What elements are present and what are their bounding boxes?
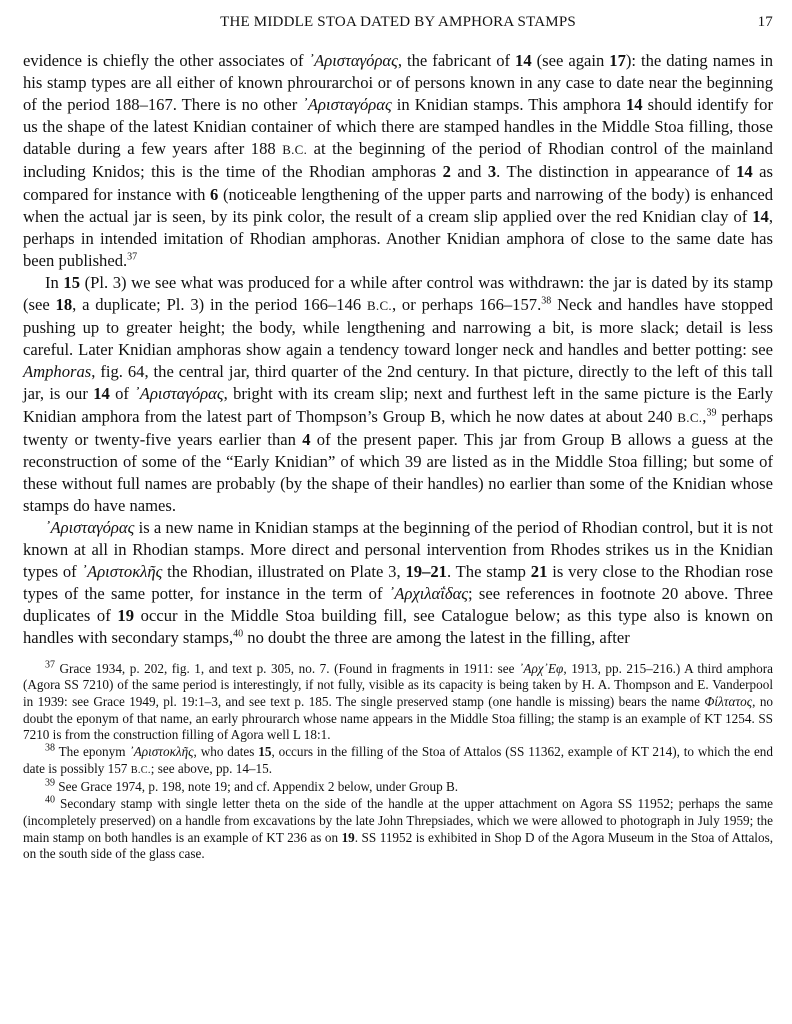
italic-text: Φίλτατος bbox=[704, 693, 753, 709]
footnote-ref: 37 bbox=[45, 659, 55, 671]
footnotes bbox=[23, 661, 773, 863]
text-run: (see again bbox=[531, 51, 610, 70]
footnote-ref: 37 bbox=[127, 251, 138, 263]
text-run: perhaps twenty or twenty-five years earlier than bbox=[23, 406, 773, 449]
bold-text: 18 bbox=[55, 295, 73, 315]
text-run: The eponym bbox=[55, 744, 130, 760]
text-run: of bbox=[109, 384, 135, 404]
text-run: Secondary stamp with single letter theta on the side of the handle at the upper attachment on Agora SS 11952; perhaps the same (incompletely preserved) on a handle from excavations by the late John Threpsiades, which we were allowed to photograph in July 1959; the main stamp on both handles is an example of KT 236 as on bbox=[23, 796, 773, 845]
text-run: ; see references in footnote 20 above. Three duplicates of bbox=[23, 584, 774, 626]
italic-text: ᾿Αριστοκλῆς bbox=[129, 744, 194, 760]
text-run: , fig. 64, the central jar, third quarter of the 2nd century. In that picture, directly to the left of this tall jar, is our bbox=[23, 362, 773, 404]
footnote bbox=[23, 779, 773, 796]
bold-text: 14 bbox=[752, 206, 769, 226]
footnote-ref: 38 bbox=[45, 742, 55, 754]
text-run: ; see above, pp. 14–15. bbox=[150, 760, 272, 776]
text-run: . The distinction in appearance of bbox=[496, 162, 737, 182]
text-run: of the present paper. This jar from Group B allows a guess at the reconstruction of some of the “Early Knidian” of which 39 are listed as in the Middle Stoa filling; but some of these without full names are probably (by the shape of their handles) no earlier than some of the Knidian whose stamps do have names. bbox=[23, 429, 773, 515]
italic-text: ᾿Αρισταγόρας bbox=[302, 95, 392, 115]
text-run: , no doubt the eponym of that name, an early phrourarch whose name appears in the Middle Stoa filling; the stamp is an example of KT 1254. SS 7210 is from the construction filling of Agora well L 18:1. bbox=[23, 693, 774, 743]
text-run: ): the dating names in his stamp types are all either of known phrourarchoi or of persons known in any case to date near the beginning of the period 188–167. There is no other bbox=[23, 51, 773, 115]
text-run: and bbox=[450, 162, 488, 182]
text-run: , bright with its cream slip; next and furthest left in the same picture is the Early Knidian amphora from the latest part of Thompson’s Group B, which he now dates at about 240 bbox=[23, 384, 773, 426]
text-run: (noticeable lengthening of the upper parts and narrowing of the body) is enhanced when the actual jar is seen, by its pink color, the result of a cream slip applied over the red Knidian clay of bbox=[23, 184, 774, 226]
text-run: , who dates bbox=[193, 744, 259, 760]
footnote bbox=[23, 744, 773, 779]
italic-text: ᾿Αριστοκλῆς bbox=[81, 562, 163, 582]
paragraph bbox=[23, 517, 773, 650]
text-run: In bbox=[45, 272, 64, 292]
text-run: at the beginning of the period of Rhodian control of the mainland including Knidos; this is the time of the Rhodian amphoras bbox=[23, 139, 773, 182]
italic-text: ᾿Αρισταγόρας bbox=[308, 51, 398, 70]
text-run: occur in the Middle Stoa building fill, see Catalogue below; as this type also is known on handles with secondary stamps, bbox=[23, 606, 773, 648]
bold-text: 4 bbox=[302, 429, 311, 449]
text-run: evidence is chiefly the other associates of bbox=[23, 51, 309, 70]
paragraph bbox=[23, 50, 773, 272]
page-number: 17 bbox=[757, 14, 773, 30]
text-run: in Knidian stamps. This amphora bbox=[391, 95, 626, 115]
text-run: should identify for us the shape of the latest Knidian container of which there are stamped handles in the Middle Stoa filling, those datable during a few years after 188 bbox=[23, 95, 773, 159]
text-run: . SS 11952 is exhibited in Shop D of the Agora Museum in the Stoa of Attalos, on the south side of the glass case. bbox=[23, 829, 773, 862]
italic-text: ᾿Αρισταγόρας bbox=[45, 517, 135, 537]
footnote bbox=[23, 661, 773, 745]
text-run: , occurs in the filling of the Stoa of Attalos (SS 11362, example of KT 214), to which the end date is possibly 157 bbox=[23, 744, 773, 776]
bold-text: 21 bbox=[530, 562, 548, 582]
small-caps-text: B.C. bbox=[130, 764, 151, 776]
footnote-ref: 39 bbox=[45, 778, 55, 790]
bold-text: 19 bbox=[117, 606, 135, 626]
bold-text: 19 bbox=[341, 829, 355, 845]
bold-text: 17 bbox=[609, 51, 626, 70]
text-run: See Grace 1974, p. 198, note 19; and cf. Appendix 2 below, under Group B. bbox=[55, 779, 459, 795]
small-caps-text: B.C. bbox=[367, 298, 392, 314]
text-run: as compared for instance with bbox=[23, 162, 773, 204]
footnote-ref: 39 bbox=[706, 406, 717, 418]
text-run: , perhaps in intended imitation of Rhodian amphoras. Another Knidian amphora of close to the same date has been published. bbox=[23, 206, 773, 270]
text-run: Grace 1934, p. 202, fig. 1, and text p. 305, no. 7. (Found in fragments in 1911: see bbox=[55, 660, 520, 676]
bold-text: 14 bbox=[625, 95, 643, 115]
text-run: is very close to the Rhodian rose types of the same potter, for instance in the term of bbox=[23, 562, 773, 604]
bold-text: 14 bbox=[515, 51, 532, 70]
footnote-ref: 40 bbox=[45, 794, 55, 806]
text-run: no doubt the three are among the latest in the filling, after bbox=[243, 628, 630, 648]
text-run: , 1913, pp. 215–216.) A third amphora (Agora SS 7210) of the same period is interestingly, if not fully, visible as its capacity is being taken by H. A. Thompson and E. Vanderpool in 1939: see Grace 1949, pl. 19:1–3, and see text p. 185. The single preserved stamp (one handle is missing) bears the name bbox=[23, 660, 773, 709]
bold-text: 2 bbox=[442, 162, 451, 182]
running-header bbox=[23, 12, 773, 34]
bold-text: 15 bbox=[258, 744, 272, 760]
bold-text: 3 bbox=[487, 162, 497, 182]
italic-text: ᾿Αρχιλαΐδας bbox=[388, 584, 469, 604]
footnote-ref: 40 bbox=[233, 628, 244, 640]
paragraph bbox=[23, 272, 773, 517]
italic-text: ᾿Αρισταγόρας bbox=[134, 384, 224, 404]
text-run: is a new name in Knidian stamps at the beginning of the period of Rhodian control, but it is not known at all in Rhodian stamps. More direct and personal intervention from Rhodes strikes us in the Knidian types of bbox=[23, 517, 773, 582]
text-run: , a duplicate; Pl. 3) in the period 166–146 bbox=[72, 295, 367, 315]
footnote bbox=[23, 796, 773, 863]
small-caps-text: B.C. bbox=[282, 142, 308, 158]
text-run: . The stamp bbox=[446, 562, 531, 582]
text-run: , or perhaps 166–157. bbox=[391, 295, 542, 315]
bold-text: 14 bbox=[93, 384, 110, 404]
bold-text: 14 bbox=[736, 162, 753, 182]
text-run: (Pl. 3) we see what was produced for a while after control was withdrawn: the jar is dated by its stamp (see bbox=[23, 272, 773, 315]
bold-text: 19–21 bbox=[405, 562, 447, 582]
bold-text: 6 bbox=[210, 184, 219, 204]
running-title: THE MIDDLE STOA DATED BY AMPHORA STAMPS bbox=[220, 14, 576, 30]
bold-text: 15 bbox=[63, 272, 81, 292]
footnote-ref: 38 bbox=[541, 295, 552, 307]
italic-text: ᾿Αρχ᾿Εφ bbox=[519, 660, 564, 676]
page bbox=[23, 12, 773, 863]
text-run: Neck and handles have stopped pushing up to greater height; the body, while lengthening and narrowing a bit, is more slack; detail is less careful. Later Knidian amphoras show again a tendency toward longer neck and handles and better potting: see bbox=[23, 295, 773, 360]
text-run: the Rhodian, illustrated on Plate 3, bbox=[162, 562, 406, 582]
main-text bbox=[23, 50, 773, 650]
text-run: , bbox=[702, 406, 707, 426]
text-run: , the fabricant of bbox=[397, 51, 516, 70]
small-caps-text: B.C. bbox=[677, 409, 703, 425]
italic-text: Amphoras bbox=[23, 362, 92, 382]
